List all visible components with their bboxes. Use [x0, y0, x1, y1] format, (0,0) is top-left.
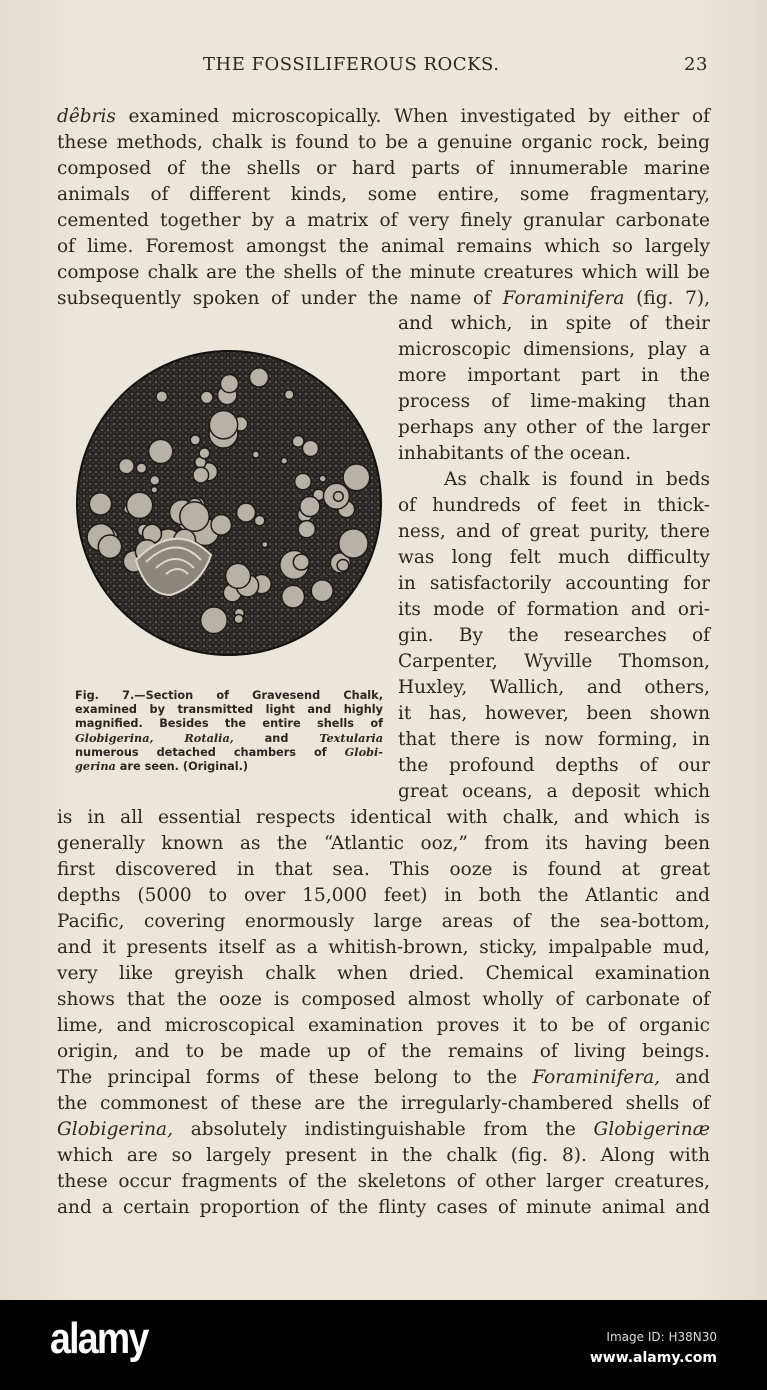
- text-run: examined by transmitted light and highly: [75, 703, 383, 716]
- shell-mark: [300, 497, 320, 517]
- text-line: [57, 234, 710, 260]
- text-run: in satisfactorily accounting for: [398, 573, 710, 594]
- shell-mark: [151, 487, 158, 494]
- shell-mark: [201, 391, 213, 403]
- text-line: [57, 935, 710, 961]
- italic-text: Globigerinæ: [593, 1119, 710, 1140]
- text-run: lime, and microscopical examination proves it to be of organic: [57, 1015, 710, 1036]
- italic-text: gerina: [75, 759, 116, 773]
- italic-text: Textularia: [319, 731, 384, 745]
- text-line: [398, 415, 710, 441]
- shell-mark: [343, 464, 370, 491]
- text-run: are seen. (Original.): [115, 760, 249, 773]
- text-run: Pacific, covering enormously large areas of the sea-bottom,: [57, 911, 710, 932]
- text-run: generally known as the “Atlantic ooz,” from its having been: [57, 833, 710, 854]
- text-line: [57, 909, 710, 935]
- text-run: and: [233, 732, 320, 745]
- text-run: origin, and to be made up of the remains of living beings.: [57, 1041, 710, 1062]
- text-run: which are so largely present in the chalk (fig. 8). Along with: [57, 1145, 710, 1166]
- shell-mark: [226, 563, 251, 588]
- text-run: magnified. Besides the entire shells of: [75, 717, 383, 730]
- text-run: that there is now forming, in: [398, 729, 710, 750]
- shell-mark: [190, 435, 200, 445]
- text-line: [398, 519, 710, 545]
- text-line: [398, 545, 710, 571]
- shell-mark: [211, 515, 231, 535]
- text-run: cemented together by a matrix of very finely granular carbonate: [57, 210, 710, 231]
- text-line: [398, 727, 710, 753]
- shell-mark: [319, 475, 326, 482]
- text-run: of hundreds of feet in thick-: [398, 495, 710, 516]
- shell-mark: [201, 607, 228, 634]
- text-run: microscopic dimensions, play a: [398, 339, 710, 360]
- text-line: [398, 311, 710, 337]
- text-line: [57, 130, 710, 156]
- text-line: [57, 1169, 710, 1195]
- text-line: [398, 701, 710, 727]
- text-line: [398, 441, 710, 467]
- figure-caption: [75, 689, 383, 773]
- text-line: [398, 493, 710, 519]
- shell-mark: [89, 493, 111, 515]
- text-run: process of lime-making than: [398, 391, 710, 412]
- text-run: its mode of formation and ori-: [398, 599, 710, 620]
- shell-mark: [282, 585, 305, 608]
- text-run: ness, and of great purity, there: [398, 521, 710, 542]
- shell-mark: [249, 368, 268, 387]
- shell-mark: [119, 458, 134, 473]
- shell-mark: [127, 492, 153, 518]
- text-line: [398, 779, 710, 805]
- text-line: [57, 987, 710, 1013]
- italic-text: dêbris: [57, 106, 116, 127]
- text-run: and a certain proportion of the flinty cases of minute animal and: [57, 1197, 710, 1218]
- text-run: great oceans, a deposit which: [398, 781, 710, 802]
- shell-mark: [156, 391, 168, 403]
- text-run: shows that the ooze is composed almost wholly of carbonate of: [57, 989, 710, 1010]
- text-line: [57, 182, 710, 208]
- text-run: the profound depths of our: [398, 755, 710, 776]
- caption-line: [75, 703, 383, 717]
- text-line: [57, 1065, 710, 1091]
- text-run: more important part in the: [398, 365, 710, 386]
- running-title: THE FOSSILIFEROUS ROCKS.: [203, 54, 500, 75]
- text-line: [57, 1013, 710, 1039]
- text-run: these occur fragments of the skeletons of other larger creatures,: [57, 1171, 710, 1192]
- text-line: [444, 467, 710, 493]
- shell-mark: [220, 375, 238, 393]
- text-run: examined microscopically. When investigated by either of: [115, 106, 710, 127]
- text-line: [398, 649, 710, 675]
- shell-mark: [262, 541, 268, 547]
- text-line: [398, 389, 710, 415]
- shell-mark: [337, 559, 349, 571]
- text-run: of lime. Foremost amongst the animal remains which so largely: [57, 236, 710, 257]
- page-number: 23: [684, 54, 708, 75]
- shell-mark: [193, 467, 209, 483]
- text-run: gin. By the researches of: [398, 625, 710, 646]
- shell-mark: [302, 440, 318, 456]
- caption-line: [75, 717, 383, 731]
- shell-mark: [295, 473, 312, 490]
- text-line: [57, 1039, 710, 1065]
- text-line: [398, 623, 710, 649]
- figure-chalk-section: [76, 350, 382, 660]
- text-line: [398, 571, 710, 597]
- shell-mark: [98, 535, 121, 558]
- text-run: the commonest of these are the irregularly-chambered shells of: [57, 1093, 710, 1114]
- alamy-logo[interactable]: alamy: [50, 1314, 148, 1363]
- shell-mark: [254, 515, 264, 525]
- italic-text: Rotalia,: [184, 731, 234, 745]
- text-run: Carpenter, Wyville Thomson,: [398, 651, 710, 672]
- text-line: [57, 208, 710, 234]
- text-line: [57, 1117, 710, 1143]
- text-line: [57, 104, 710, 130]
- text-run: numerous detached chambers of: [75, 746, 345, 759]
- text-run: The principal forms of these belong to the: [57, 1067, 533, 1088]
- shell-mark: [252, 451, 259, 458]
- text-line: [57, 1195, 710, 1221]
- shell-mark: [334, 492, 344, 502]
- shell-mark: [298, 521, 315, 538]
- shell-mark: [281, 458, 288, 465]
- text-run: composed of the shells or hard parts of innumerable marine: [57, 158, 710, 179]
- text-line: [57, 1143, 710, 1169]
- text-line: [57, 1091, 710, 1117]
- shell-mark: [311, 580, 333, 602]
- text-line: [398, 753, 710, 779]
- shell-mark: [199, 448, 210, 459]
- text-run: (fig. 7),: [624, 288, 710, 309]
- shell-mark: [209, 411, 237, 439]
- text-run: and it presents itself as a whitish-brown, sticky, impalpable mud,: [57, 937, 710, 958]
- italic-text: Foraminifera: [502, 288, 625, 309]
- text-line: [398, 363, 710, 389]
- caption-line: [75, 731, 383, 745]
- text-run: these methods, chalk is found to be a genuine organic rock, being: [57, 132, 710, 153]
- shell-mark: [293, 554, 309, 570]
- shell-mark: [150, 476, 160, 486]
- text-run: subsequently spoken of under the name of: [57, 288, 503, 309]
- text-run: [153, 732, 184, 745]
- text-run: was long felt much difficulty: [398, 547, 710, 568]
- text-line: [57, 857, 710, 883]
- text-run: depths (5000 to over 15,000 feet) in both the Atlantic and: [57, 885, 710, 906]
- text-run: compose chalk are the shells of the minute creatures which will be: [57, 262, 710, 283]
- text-line: [57, 883, 710, 909]
- text-run: Huxley, Wallich, and others,: [398, 677, 710, 698]
- text-run: As chalk is found in beds: [444, 469, 710, 490]
- text-run: and: [660, 1067, 710, 1088]
- text-run: is in all essential respects identical with chalk, and which is: [57, 807, 710, 828]
- text-run: very like greyish chalk when dried. Chemical examination: [57, 963, 710, 984]
- text-run: perhaps any other of the larger: [398, 417, 710, 438]
- site-link[interactable]: www.alamy.com: [589, 1350, 717, 1366]
- text-line: [57, 260, 710, 286]
- text-run: inhabitants of the ocean.: [398, 443, 632, 464]
- watermark-bar: [0, 1300, 767, 1390]
- text-run: animals of different kinds, some entire, some fragmentary,: [57, 184, 710, 205]
- shell-mark: [237, 503, 256, 522]
- shell-mark: [339, 529, 368, 558]
- caption-line: [75, 759, 383, 773]
- shell-mark: [136, 463, 146, 473]
- text-line: [398, 675, 710, 701]
- shell-mark: [284, 390, 293, 399]
- italic-text: Globigerina,: [75, 731, 154, 745]
- text-line: [398, 597, 710, 623]
- text-line: [398, 337, 710, 363]
- text-run: it has, however, been shown: [398, 703, 710, 724]
- shell-mark: [180, 502, 209, 531]
- text-line: [57, 805, 710, 831]
- text-line: [57, 286, 710, 312]
- text-line: [57, 961, 710, 987]
- text-line: [57, 831, 710, 857]
- text-run: first discovered in that sea. This ooze is found at great: [57, 859, 710, 880]
- text-run: Fig. 7.—Section of Gravesend Chalk,: [75, 689, 383, 702]
- shell-mark: [149, 439, 173, 463]
- text-run: and which, in spite of their: [398, 313, 710, 334]
- caption-line: [75, 689, 383, 703]
- caption-line: [75, 745, 383, 759]
- image-id: Image ID: H38N30: [606, 1330, 717, 1344]
- italic-text: Globi-: [344, 745, 383, 759]
- italic-text: Foraminifera,: [532, 1067, 661, 1088]
- text-line: [57, 156, 710, 182]
- text-run: absolutely indistinguishable from the: [172, 1119, 594, 1140]
- page-header: [0, 54, 767, 80]
- italic-text: Globigerina,: [57, 1119, 173, 1140]
- shell-mark: [234, 614, 243, 623]
